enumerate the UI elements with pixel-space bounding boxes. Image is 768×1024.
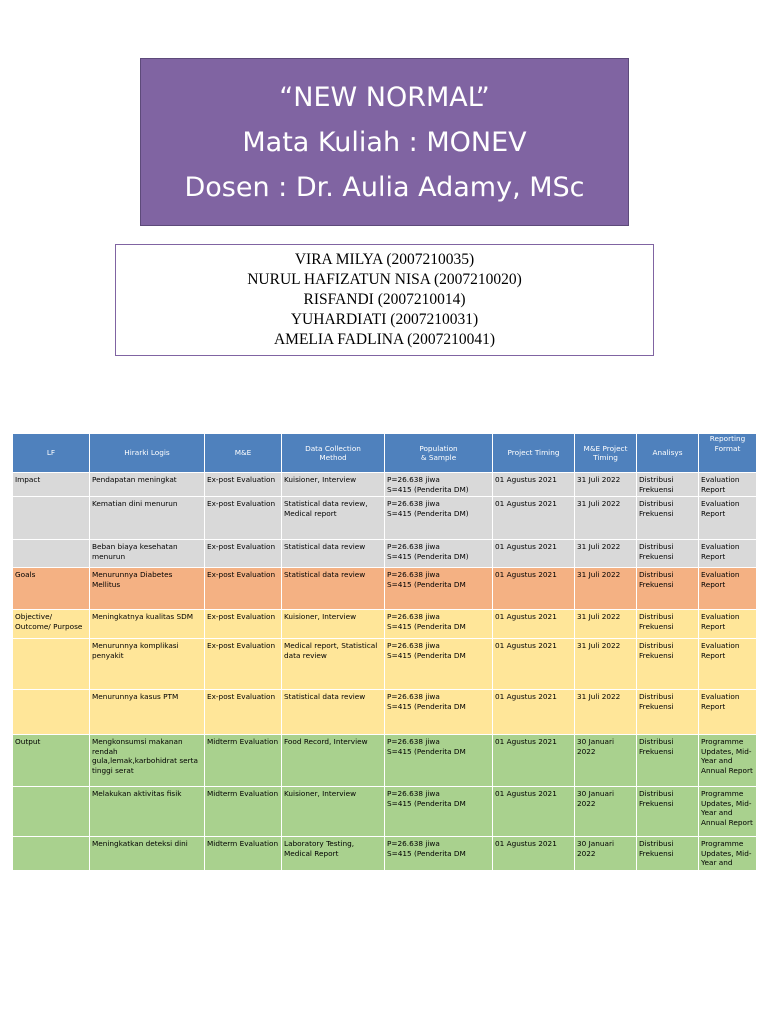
header-me: M&E [205,434,282,473]
analysis-line1: Distribusi [639,542,674,551]
me-cell: Ex-post Evaluation [205,568,282,610]
sample-value: S=415 (Penderita DM) [387,484,469,494]
analysis-line2: Frekuensi [639,798,674,808]
analysis-line2: Frekuensi [639,621,674,631]
timing-cell: 01 Agustus 2021 [493,610,575,639]
analysis-line2: Frekuensi [639,508,674,518]
me-cell: Midterm Evaluation [205,787,282,837]
header-population-line2: & Sample [420,453,457,462]
population-value: P=26.638 jiwa [387,789,440,798]
lf-cell [13,497,90,540]
hirarki-cell: Meningkatkan deteksi dini [90,837,205,871]
sample-value: S=415 (Penderita DM [387,701,466,711]
report-cell: Evaluation Report [699,690,757,735]
analysis-line1: Distribusi [639,612,674,621]
method-cell: Statistical data review [282,540,385,568]
report-cell: Programme Updates, Mid-Year and Annual Report [699,735,757,787]
report-cell: Evaluation Report [699,610,757,639]
header-reporting-line2: Format [714,443,741,453]
header-me-timing-line1: M&E Project [583,443,628,453]
header-reporting-line1: Reporting [709,434,746,443]
analysis-line2: Frekuensi [639,650,674,660]
header-me-timing-line2: Timing [593,453,618,462]
me-cell: Ex-post Evaluation [205,540,282,568]
population-value: P=26.638 jiwa [387,475,440,484]
hirarki-cell: Pendapatan meningkat [90,473,205,497]
lf-cell [13,540,90,568]
population-cell [385,568,493,610]
table-header-row [13,434,757,473]
population-value: P=26.638 jiwa [387,499,440,508]
analysis-line2: Frekuensi [639,579,674,589]
me-cell: Midterm Evaluation [205,837,282,871]
analysis-cell [637,497,699,540]
timing-cell: 01 Agustus 2021 [493,837,575,871]
population-value: P=26.638 jiwa [387,612,440,621]
student-name: YUHARDIATI (2007210031) [290,311,479,328]
report-cell: Programme Updates, Mid-Year and [699,837,757,871]
lf-cell [13,639,90,690]
analysis-line1: Distribusi [639,475,674,484]
population-value: P=26.638 jiwa [387,641,440,650]
title-line-1: “NEW NORMAL” [279,81,490,113]
me-timing-cell: 30 Januari 2022 [575,787,637,837]
population-cell [385,610,493,639]
lf-cell [13,787,90,837]
me-timing-cell: 31 Juli 2022 [575,473,637,497]
table-row [13,610,757,639]
student-name: RISFANDI (2007210014) [303,291,466,308]
me-timing-cell: 31 Juli 2022 [575,497,637,540]
sample-value: S=415 (Penderita DM [387,746,466,756]
lf-cell [13,837,90,871]
timing-cell: 01 Agustus 2021 [493,568,575,610]
me-cell: Ex-post Evaluation [205,473,282,497]
timing-cell: 01 Agustus 2021 [493,639,575,690]
table-row [13,787,757,837]
population-cell [385,735,493,787]
header-analysis: Analisys [637,434,699,473]
me-timing-cell: 31 Juli 2022 [575,690,637,735]
analysis-line2: Frekuensi [639,484,674,494]
header-data-collection [282,434,385,473]
student-name: VIRA MILYA (2007210035) [294,251,475,268]
method-cell: Statistical data review, Medical report [282,497,385,540]
analysis-cell [637,568,699,610]
header-data-collection-line1: Data Collection [305,443,361,453]
analysis-cell [637,690,699,735]
student-names-box [115,244,654,356]
population-cell [385,787,493,837]
lf-cell: Impact [13,473,90,497]
hirarki-cell: Beban biaya kesehatan menurun [90,540,205,568]
method-cell: Kuisioner, Interview [282,610,385,639]
timing-cell: 01 Agustus 2021 [493,787,575,837]
analysis-line1: Distribusi [639,641,674,650]
me-cell: Ex-post Evaluation [205,690,282,735]
analysis-cell [637,610,699,639]
method-cell: Statistical data review [282,568,385,610]
analysis-line1: Distribusi [639,570,674,579]
header-hirarki: Hirarki Logis [90,434,205,473]
header-data-collection-line2: Method [319,453,347,462]
lf-cell: Output [13,735,90,787]
analysis-line2: Frekuensi [639,701,674,711]
hirarki-cell: Menurunnya komplikasi penyakit [90,639,205,690]
method-cell: Kuisioner, Interview [282,787,385,837]
lf-cell: Goals [13,568,90,610]
report-cell: Evaluation Report [699,497,757,540]
header-population-line1: Population [419,443,458,453]
me-timing-cell: 31 Juli 2022 [575,610,637,639]
header-population [385,434,493,473]
me-cell: Ex-post Evaluation [205,639,282,690]
sample-value: S=415 (Penderita DM) [387,508,469,518]
hirarki-cell: Melakukan aktivitas fisik [90,787,205,837]
report-cell: Programme Updates, Mid-Year and Annual Report [699,787,757,837]
timing-cell: 01 Agustus 2021 [493,497,575,540]
title-line-3: Dosen : Dr. Aulia Adamy, MSc [184,171,585,203]
header-me-timing [575,434,637,473]
timing-cell: 01 Agustus 2021 [493,473,575,497]
population-cell [385,639,493,690]
table-row [13,639,757,690]
me-cell: Midterm Evaluation [205,735,282,787]
population-value: P=26.638 jiwa [387,542,440,551]
report-cell: Evaluation Report [699,639,757,690]
header-reporting [699,434,757,473]
me-timing-cell: 31 Juli 2022 [575,639,637,690]
me-timing-cell: 30 Januari 2022 [575,837,637,871]
method-cell: Laboratory Testing, Medical Report [282,837,385,871]
title-banner [140,58,629,226]
hirarki-cell: Menurunnya Diabetes Mellitus [90,568,205,610]
timing-cell: 01 Agustus 2021 [493,690,575,735]
population-cell [385,540,493,568]
student-name: AMELIA FADLINA (2007210041) [273,331,495,348]
table-row [13,735,757,787]
analysis-cell [637,473,699,497]
method-cell: Food Record, Interview [282,735,385,787]
analysis-cell [637,787,699,837]
population-value: P=26.638 jiwa [387,839,440,848]
title-line-2: Mata Kuliah : MONEV [242,126,527,158]
header-project-timing: Project Timing [493,434,575,473]
population-value: P=26.638 jiwa [387,570,440,579]
me-timing-cell: 31 Juli 2022 [575,568,637,610]
table-row [13,690,757,735]
sample-value: S=415 (Penderita DM [387,621,466,631]
me-cell: Ex-post Evaluation [205,610,282,639]
sample-value: S=415 (Penderita DM [387,798,466,808]
analysis-cell [637,735,699,787]
analysis-line1: Distribusi [639,499,674,508]
sample-value: S=415 (Penderita DM [387,650,466,660]
report-cell: Evaluation Report [699,568,757,610]
sample-value: S=415 (Penderita DM) [387,551,469,561]
report-cell: Evaluation Report [699,540,757,568]
analysis-line2: Frekuensi [639,551,674,561]
table-row [13,473,757,497]
population-value: P=26.638 jiwa [387,737,440,746]
lf-cell: Objective/ Outcome/ Purpose [13,610,90,639]
analysis-line1: Distribusi [639,839,674,848]
hirarki-cell: Menurunnya kasus PTM [90,690,205,735]
table-row [13,837,757,871]
sample-value: S=415 (Penderita DM [387,848,466,858]
report-cell: Evaluation Report [699,473,757,497]
student-name: NURUL HAFIZATUN NISA (2007210020) [247,271,522,288]
timing-cell: 01 Agustus 2021 [493,735,575,787]
me-cell: Ex-post Evaluation [205,497,282,540]
hirarki-cell: Mengkonsumsi makanan rendah gula,lemak,karbohidrat serta tinggi serat [90,735,205,787]
analysis-cell [637,540,699,568]
population-cell [385,497,493,540]
analysis-line1: Distribusi [639,737,674,746]
analysis-line2: Frekuensi [639,848,674,858]
hirarki-cell: Kematian dini menurun [90,497,205,540]
population-cell [385,837,493,871]
population-cell [385,473,493,497]
method-cell: Kuisioner, Interview [282,473,385,497]
me-timing-cell: 30 Januari 2022 [575,735,637,787]
table-row [13,568,757,610]
population-value: P=26.638 jiwa [387,692,440,701]
method-cell: Statistical data review [282,690,385,735]
method-cell: Medical report, Statistical data review [282,639,385,690]
analysis-cell [637,837,699,871]
analysis-line1: Distribusi [639,789,674,798]
population-cell [385,690,493,735]
hirarki-cell: Meningkatnya kualitas SDM [90,610,205,639]
analysis-line2: Frekuensi [639,746,674,756]
header-lf: LF [13,434,90,473]
me-timing-cell: 31 Juli 2022 [575,540,637,568]
table-row [13,540,757,568]
analysis-line1: Distribusi [639,692,674,701]
analysis-cell [637,639,699,690]
timing-cell: 01 Agustus 2021 [493,540,575,568]
sample-value: S=415 (Penderita DM [387,579,466,589]
table-row [13,497,757,540]
lf-cell [13,690,90,735]
monev-table [12,433,757,871]
